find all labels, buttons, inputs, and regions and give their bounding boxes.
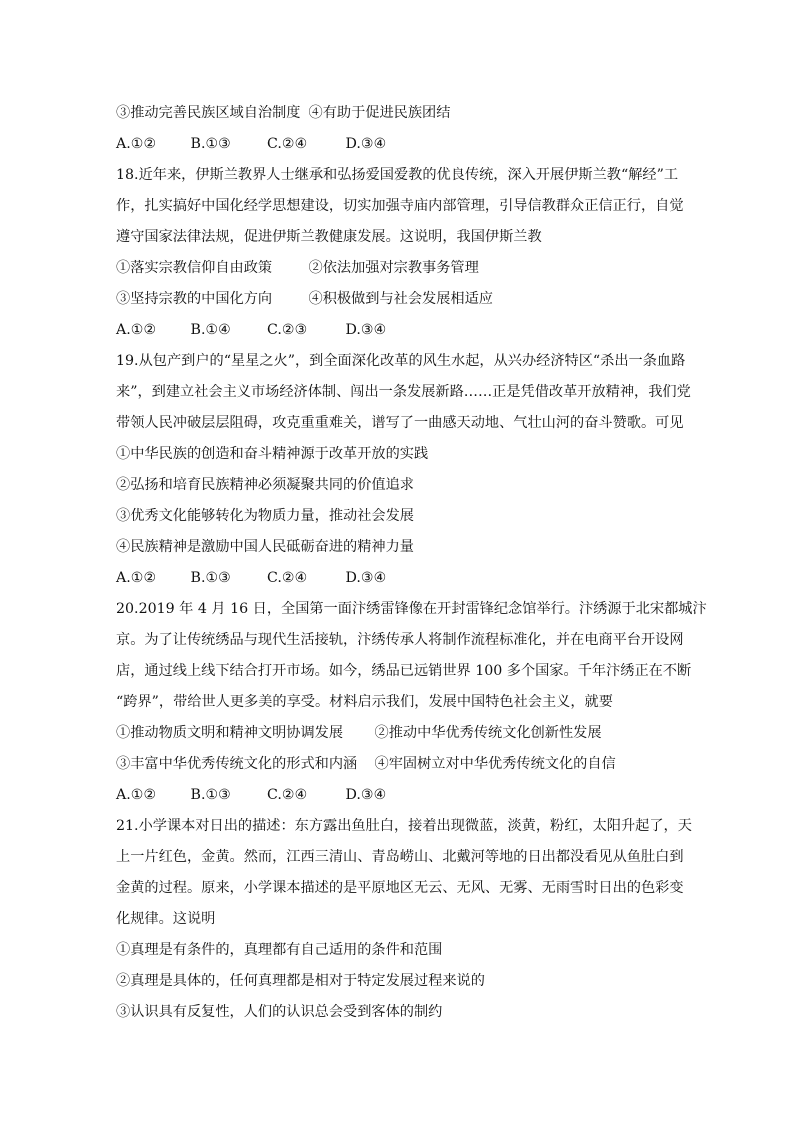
- q18-option-a: A.①②: [116, 322, 157, 338]
- q18-stem-line-1: 18.近年来，伊斯兰教界人士继承和弘扬爱国爱教的优良传统，深入开展伊斯兰教“解经”工: [116, 167, 679, 183]
- exam-page: [116, 98, 707, 1028]
- q19-option-d: D.③④: [345, 570, 387, 586]
- q18-statements-1-2: [116, 253, 682, 284]
- q19-stem-line-3: 带领人民冲破层层阻碍，攻克重重难关，谱写了一曲感天动地、气壮山河的奋斗赞歌。可见: [116, 415, 684, 431]
- q18-statement-3: ③坚持宗教的中国化方向: [116, 291, 273, 307]
- q20-stem-line-3: 店，通过线上线下结合打开市场。如今，绣品已远销世界 100 多个国家。千年汴绣正在不断: [116, 663, 692, 679]
- q17-option-c: C.②④: [267, 136, 308, 152]
- q20-stem-line-1: 20.2019 年 4 月 16 日，全国第一面汴绣雷锋像在开封雷锋纪念馆举行。汴绣源于北宋都城汴: [116, 601, 707, 617]
- q18-statement-4: ④积极做到与社会发展相适应: [308, 291, 493, 307]
- q20-stem-line-4: “跨界”，带给世人更多美的享受。材料启示我们，发展中国特色社会主义，就要: [116, 694, 613, 710]
- q20-statements-1-2: [116, 718, 682, 749]
- q21-statement-2: ②真理是具体的，任何真理都是相对于特定发展过程来说的: [116, 973, 485, 989]
- q20-statement-3: ③丰富中华优秀传统文化的形式和内涵: [116, 756, 358, 772]
- q17-statements-3-4: [116, 98, 682, 129]
- q21-statement-3: ③认识具有反复性，人们的认识总会受到客体的制约: [116, 1004, 443, 1020]
- q19-options: [116, 563, 682, 594]
- q19-statement-2: ②弘扬和培育民族精神必须凝聚共同的价值追求: [116, 477, 414, 493]
- q19-stem-line-1: 19.从包产到户的“星星之火”，到全面深化改革的风生水起，从兴办经济特区“杀出一条血路: [116, 353, 686, 369]
- q18-option-d: D.③④: [345, 322, 387, 338]
- q18-stem-line-2: 作，扎实搞好中国化经学思想建设，切实加强寺庙内部管理，引导信教群众正信正行，自觉: [116, 198, 684, 214]
- q20-statements-3-4: [116, 749, 682, 780]
- q19-option-b: B.①③: [190, 570, 231, 586]
- q21-stem-line-3: 金黄的过程。原来，小学课本描述的是平原地区无云、无风、无雾、无雨雪时日出的色彩变: [116, 880, 684, 896]
- q18-option-b: B.①④: [190, 322, 231, 338]
- q19-statement-3: ③优秀文化能够转化为物质力量，推动社会发展: [116, 508, 414, 524]
- q20-stem-line-2: 京。为了让传统绣品与现代生活接轨，汴绣传承人将制作流程标准化，并在电商平台开设网: [116, 632, 684, 648]
- q20-option-b: B.①③: [190, 787, 231, 803]
- q18-statements-3-4: [116, 284, 682, 315]
- q21-statement-1: ①真理是有条件的，真理都有自己适用的条件和范围: [116, 942, 443, 958]
- q17-option-b: B.①③: [190, 136, 231, 152]
- q19-statement-1: ①中华民族的创造和奋斗精神源于改革开放的实践: [116, 446, 429, 462]
- q19-stem-line-2: 来”，到建立社会主义市场经济体制、闯出一条发展新路……正是凭借改革开放精神，我们党: [116, 384, 691, 400]
- q20-statement-2: ②推动中华优秀传统文化创新性发展: [374, 725, 602, 741]
- q20-statement-4: ④牢固树立对中华优秀传统文化的自信: [374, 756, 616, 772]
- q19-statement-4: ④民族精神是激励中国人民砥砺奋进的精神力量: [116, 539, 414, 555]
- q21-stem-line-4: 化规律。这说明: [116, 911, 216, 927]
- q18-statement-2: ②依法加强对宗教事务管理: [308, 260, 479, 276]
- q17-option-d: D.③④: [345, 136, 387, 152]
- q19-option-a: A.①②: [116, 570, 157, 586]
- q18-option-c: C.②③: [267, 322, 308, 338]
- q19-option-c: C.②④: [267, 570, 308, 586]
- q21-stem-line-1: 21.小学课本对日出的描述：东方露出鱼肚白，接着出现微蓝，淡黄，粉红，太阳升起了，天: [116, 818, 692, 834]
- q17-statement-4: ④有助于促进民族团结: [308, 105, 451, 121]
- q20-option-c: C.②④: [267, 787, 308, 803]
- q17-option-a: A.①②: [116, 136, 157, 152]
- q17-statement-3: ③推动完善民族区域自治制度: [116, 105, 301, 121]
- q18-statement-1: ①落实宗教信仰自由政策: [116, 260, 273, 276]
- q17-options: [116, 129, 682, 160]
- q18-stem-line-3: 遵守国家法律法规，促进伊斯兰教健康发展。这说明，我国伊斯兰教: [116, 229, 542, 245]
- q20-statement-1: ①推动物质文明和精神文明协调发展: [116, 725, 344, 741]
- q20-option-a: A.①②: [116, 787, 157, 803]
- q18-options: [116, 315, 682, 346]
- q20-options: [116, 780, 682, 811]
- q20-option-d: D.③④: [345, 787, 387, 803]
- q21-stem-line-2: 上一片红色，金黄。然而，江西三清山、青岛崂山、北戴河等地的日出都没看见从鱼肚白到: [116, 849, 684, 865]
